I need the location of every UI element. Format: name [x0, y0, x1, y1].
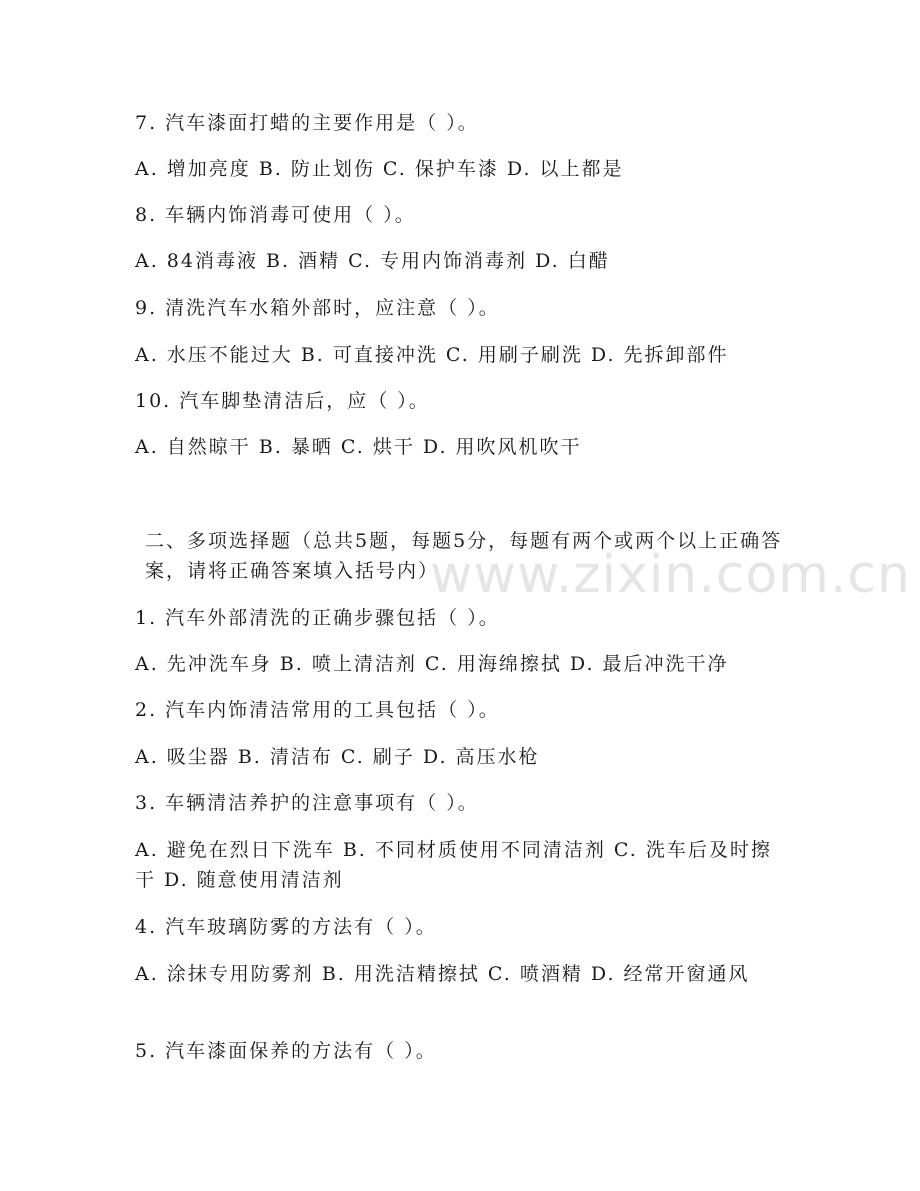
question-stem: 3. 车辆清洁养护的注意事项有（ ）。 [135, 792, 479, 814]
question-stem: 4. 汽车玻璃防雾的方法有（ ）。 [135, 916, 437, 938]
question-options: A. 增加亮度 B. 防止划伤 C. 保护车漆 D. 以上都是 [135, 158, 624, 180]
question-options: A. 84消毒液 B. 酒精 C. 专用内饰消毒剂 D. 白醋 [135, 250, 610, 272]
question-options: A. 水压不能过大 B. 可直接冲洗 C. 用刷子刷洗 D. 先拆卸部件 [135, 344, 729, 366]
question-stem: 2. 汽车内饰清洁常用的工具包括（ ）。 [135, 699, 500, 721]
question-stem: 1. 汽车外部清洗的正确步骤包括（ ）。 [135, 607, 500, 629]
question-options: A. 涂抹专用防雾剂 B. 用洗洁精擦拭 C. 喷酒精 D. 经常开窗通风 [135, 963, 750, 985]
question-options: A. 避免在烈日下洗车 B. 不同材质使用不同清洁剂 C. 洗车后及时擦干 D. 随意使用清洁剂 [135, 839, 772, 891]
question-stem: 9. 清洗汽车水箱外部时，应注意（ ）。 [135, 297, 500, 319]
question-options: A. 自然晾干 B. 暴晒 C. 烘干 D. 用吹风机吹干 [135, 436, 582, 458]
question-options: A. 先冲洗车身 B. 喷上清洁剂 C. 用海绵擦拭 D. 最后冲洗干净 [135, 653, 729, 675]
question-stem: 5. 汽车漆面保养的方法有（ ）。 [135, 1040, 437, 1062]
question-stem: 8. 车辆内饰消毒可使用（ ）。 [135, 204, 416, 226]
question-options: A. 吸尘器 B. 清洁布 C. 刷子 D. 高压水枪 [135, 746, 540, 768]
watermark: www.zixin.com.cn [430, 545, 911, 605]
question-stem: 7. 汽车漆面打蜡的主要作用是（ ）。 [135, 112, 479, 134]
section-heading: 二、多项选择题（总共5题，每题5分，每题有两个或两个以上正确答案，请将正确答案填入括号内） [145, 530, 783, 582]
question-stem: 10. 汽车脚垫清洁后，应（ ）。 [135, 390, 430, 412]
